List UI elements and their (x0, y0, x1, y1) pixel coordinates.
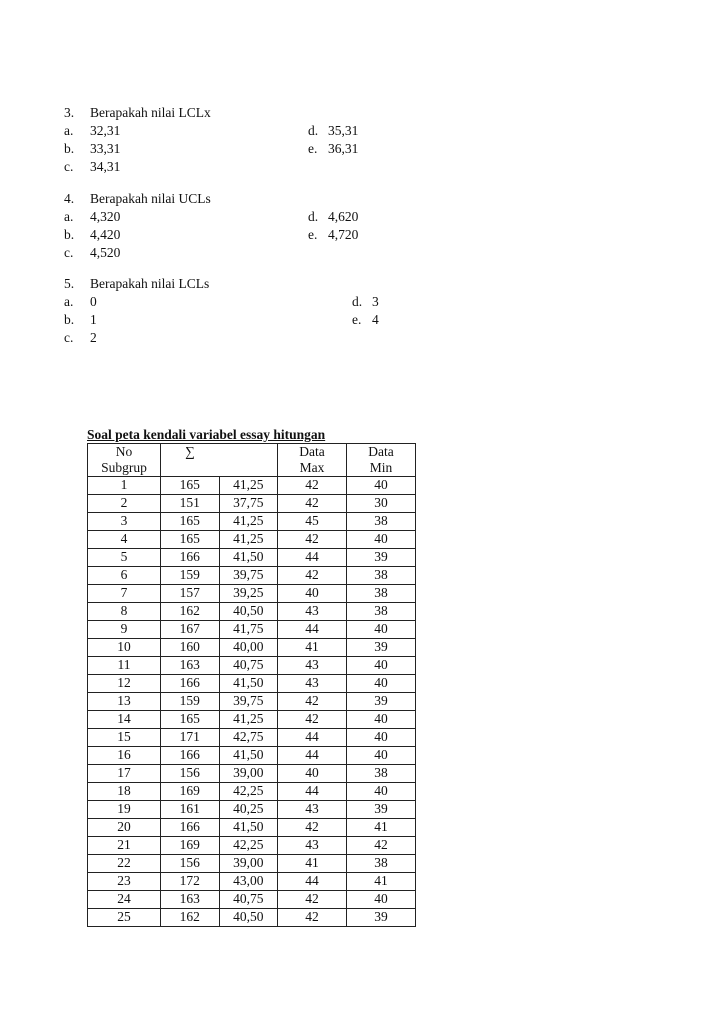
cell-sum: 165 (161, 513, 220, 531)
cell-max: 43 (278, 657, 347, 675)
option-label: e. (308, 227, 318, 242)
table-row (88, 513, 416, 531)
option-value: 4,420 (90, 227, 121, 242)
cell-sum: 165 (161, 531, 220, 549)
cell-max: 42 (278, 495, 347, 513)
table-row (88, 873, 416, 891)
option-value: 2 (90, 330, 97, 345)
option-value: 3 (372, 294, 379, 309)
cell-min: 40 (347, 747, 416, 765)
cell-subgroup: 1 (88, 477, 161, 495)
option-value: 0 (90, 294, 97, 309)
question-text: Berapakah nilai UCLs (90, 191, 211, 206)
table-row (88, 531, 416, 549)
option-label: c. (64, 245, 74, 260)
cell-sum: 156 (161, 765, 220, 783)
option-label: c. (64, 330, 74, 345)
header-no (88, 444, 161, 477)
cell-subgroup: 19 (88, 801, 161, 819)
cell-average: 41,25 (219, 711, 278, 729)
cell-subgroup: 5 (88, 549, 161, 567)
cell-average: 40,50 (219, 603, 278, 621)
cell-min: 40 (347, 729, 416, 747)
cell-average: 39,75 (219, 567, 278, 585)
option-label: b. (64, 312, 75, 327)
cell-subgroup: 18 (88, 783, 161, 801)
cell-average: 39,00 (219, 765, 278, 783)
data-table (87, 443, 416, 927)
header-data-min (347, 444, 416, 477)
cell-subgroup: 3 (88, 513, 161, 531)
cell-min: 39 (347, 549, 416, 567)
cell-max: 44 (278, 549, 347, 567)
cell-average: 37,75 (219, 495, 278, 513)
header-no-bottom: Subgrup (101, 460, 147, 475)
cell-sum: 162 (161, 909, 220, 927)
option-value: 32,31 (90, 123, 121, 138)
cell-min: 39 (347, 909, 416, 927)
cell-average: 39,00 (219, 855, 278, 873)
table-row (88, 783, 416, 801)
option-row (0, 244, 728, 261)
table-row (88, 711, 416, 729)
option-label: b. (64, 141, 75, 156)
cell-average: 41,50 (219, 549, 278, 567)
cell-average: 41,50 (219, 675, 278, 693)
cell-average: 39,25 (219, 585, 278, 603)
table-header-row (88, 444, 416, 477)
header-average (219, 444, 278, 477)
cell-average: 41,50 (219, 747, 278, 765)
option-row (0, 208, 728, 225)
cell-min: 38 (347, 567, 416, 585)
cell-max: 42 (278, 711, 347, 729)
table-row (88, 495, 416, 513)
cell-min: 41 (347, 873, 416, 891)
table-row (88, 657, 416, 675)
option-value: 36,31 (328, 141, 359, 156)
cell-average: 42,25 (219, 783, 278, 801)
cell-sum: 163 (161, 891, 220, 909)
cell-average: 40,25 (219, 801, 278, 819)
cell-average: 42,25 (219, 837, 278, 855)
cell-subgroup: 22 (88, 855, 161, 873)
header-min-top: Data (368, 444, 394, 459)
cell-sum: 161 (161, 801, 220, 819)
cell-sum: 167 (161, 621, 220, 639)
cell-sum: 165 (161, 477, 220, 495)
cell-subgroup: 12 (88, 675, 161, 693)
option-value: 1 (90, 312, 97, 327)
question-number: 3. (64, 105, 75, 120)
cell-max: 43 (278, 837, 347, 855)
table-row (88, 729, 416, 747)
sigma-icon: ∑ (185, 444, 195, 459)
option-row (0, 311, 728, 328)
option-row (0, 293, 728, 310)
cell-max: 44 (278, 729, 347, 747)
cell-min: 40 (347, 891, 416, 909)
option-row (0, 122, 728, 139)
cell-sum: 169 (161, 837, 220, 855)
cell-average: 41,50 (219, 819, 278, 837)
option-value: 4,520 (90, 245, 121, 260)
cell-sum: 159 (161, 567, 220, 585)
cell-max: 44 (278, 747, 347, 765)
option-label: b. (64, 227, 75, 242)
cell-subgroup: 16 (88, 747, 161, 765)
cell-average: 40,50 (219, 909, 278, 927)
cell-average: 41,25 (219, 513, 278, 531)
cell-max: 42 (278, 693, 347, 711)
cell-sum: 163 (161, 657, 220, 675)
cell-subgroup: 9 (88, 621, 161, 639)
table-row (88, 603, 416, 621)
cell-min: 38 (347, 765, 416, 783)
option-label: e. (308, 141, 318, 156)
cell-average: 41,75 (219, 621, 278, 639)
cell-min: 40 (347, 675, 416, 693)
cell-min: 41 (347, 819, 416, 837)
cell-max: 42 (278, 891, 347, 909)
cell-max: 41 (278, 639, 347, 657)
header-data-max (278, 444, 347, 477)
cell-min: 39 (347, 639, 416, 657)
cell-max: 42 (278, 819, 347, 837)
cell-sum: 162 (161, 603, 220, 621)
cell-sum: 166 (161, 819, 220, 837)
table-row (88, 801, 416, 819)
cell-average: 39,75 (219, 693, 278, 711)
cell-max: 44 (278, 621, 347, 639)
table-row (88, 639, 416, 657)
cell-sum: 171 (161, 729, 220, 747)
option-label: a. (64, 294, 74, 309)
cell-average: 40,75 (219, 891, 278, 909)
cell-min: 38 (347, 855, 416, 873)
cell-min: 40 (347, 783, 416, 801)
option-row (0, 140, 728, 157)
cell-max: 40 (278, 765, 347, 783)
cell-max: 43 (278, 801, 347, 819)
header-max-bottom: Max (299, 460, 325, 475)
cell-min: 40 (347, 711, 416, 729)
cell-subgroup: 17 (88, 765, 161, 783)
cell-sum: 166 (161, 675, 220, 693)
cell-average: 43,00 (219, 873, 278, 891)
question-text: Berapakah nilai LCLs (90, 276, 210, 291)
option-value: 4,620 (328, 209, 359, 224)
table-row (88, 567, 416, 585)
cell-max: 42 (278, 909, 347, 927)
cell-sum: 165 (161, 711, 220, 729)
cell-subgroup: 10 (88, 639, 161, 657)
table-row (88, 747, 416, 765)
cell-min: 38 (347, 603, 416, 621)
cell-min: 42 (347, 837, 416, 855)
option-row (0, 226, 728, 243)
table-row (88, 585, 416, 603)
cell-subgroup: 2 (88, 495, 161, 513)
option-label: e. (352, 312, 362, 327)
table-row (88, 675, 416, 693)
option-value: 4 (372, 312, 379, 327)
cell-subgroup: 4 (88, 531, 161, 549)
table-row (88, 549, 416, 567)
table-row (88, 693, 416, 711)
cell-max: 45 (278, 513, 347, 531)
option-value: 35,31 (328, 123, 359, 138)
table-row (88, 855, 416, 873)
cell-sum: 166 (161, 549, 220, 567)
cell-subgroup: 23 (88, 873, 161, 891)
cell-max: 41 (278, 855, 347, 873)
cell-max: 44 (278, 783, 347, 801)
cell-sum: 159 (161, 693, 220, 711)
cell-max: 40 (278, 585, 347, 603)
cell-max: 43 (278, 675, 347, 693)
cell-sum: 160 (161, 639, 220, 657)
option-value: 33,31 (90, 141, 121, 156)
table-row (88, 477, 416, 495)
cell-sum: 151 (161, 495, 220, 513)
cell-min: 40 (347, 657, 416, 675)
option-label: a. (64, 209, 74, 224)
cell-average: 42,75 (219, 729, 278, 747)
cell-min: 40 (347, 621, 416, 639)
cell-subgroup: 11 (88, 657, 161, 675)
header-sum (161, 444, 220, 477)
cell-sum: 166 (161, 747, 220, 765)
cell-subgroup: 6 (88, 567, 161, 585)
option-label: a. (64, 123, 74, 138)
table-row (88, 909, 416, 927)
cell-average: 41,25 (219, 531, 278, 549)
cell-sum: 156 (161, 855, 220, 873)
cell-subgroup: 14 (88, 711, 161, 729)
cell-min: 30 (347, 495, 416, 513)
table-row (88, 837, 416, 855)
table-row (88, 621, 416, 639)
table-row (88, 765, 416, 783)
table-row (88, 891, 416, 909)
question-text: Berapakah nilai LCLx (90, 105, 211, 120)
option-value: 4,320 (90, 209, 121, 224)
cell-sum: 169 (161, 783, 220, 801)
cell-subgroup: 24 (88, 891, 161, 909)
cell-min: 40 (347, 531, 416, 549)
header-max-top: Data (299, 444, 325, 459)
cell-sum: 172 (161, 873, 220, 891)
cell-min: 39 (347, 693, 416, 711)
cell-average: 40,00 (219, 639, 278, 657)
option-value: 34,31 (90, 159, 121, 174)
cell-subgroup: 25 (88, 909, 161, 927)
option-label: d. (308, 209, 319, 224)
cell-min: 40 (347, 477, 416, 495)
cell-subgroup: 8 (88, 603, 161, 621)
option-label: d. (308, 123, 319, 138)
option-label: d. (352, 294, 363, 309)
cell-max: 42 (278, 531, 347, 549)
option-row (0, 158, 728, 175)
cell-max: 42 (278, 477, 347, 495)
cell-max: 42 (278, 567, 347, 585)
cell-subgroup: 13 (88, 693, 161, 711)
cell-sum: 157 (161, 585, 220, 603)
question-number: 5. (64, 276, 75, 291)
cell-max: 44 (278, 873, 347, 891)
cell-min: 38 (347, 513, 416, 531)
cell-max: 43 (278, 603, 347, 621)
question-number: 4. (64, 191, 75, 206)
option-value: 4,720 (328, 227, 359, 242)
cell-subgroup: 21 (88, 837, 161, 855)
option-row (0, 329, 728, 346)
cell-min: 38 (347, 585, 416, 603)
cell-average: 40,75 (219, 657, 278, 675)
table-title: Soal peta kendali variabel essay hitungan (87, 427, 326, 442)
cell-subgroup: 20 (88, 819, 161, 837)
cell-min: 39 (347, 801, 416, 819)
cell-average: 41,25 (219, 477, 278, 495)
table-row (88, 819, 416, 837)
header-min-bottom: Min (369, 460, 393, 475)
cell-subgroup: 15 (88, 729, 161, 747)
option-label: c. (64, 159, 74, 174)
header-no-top: No (115, 444, 133, 459)
cell-subgroup: 7 (88, 585, 161, 603)
